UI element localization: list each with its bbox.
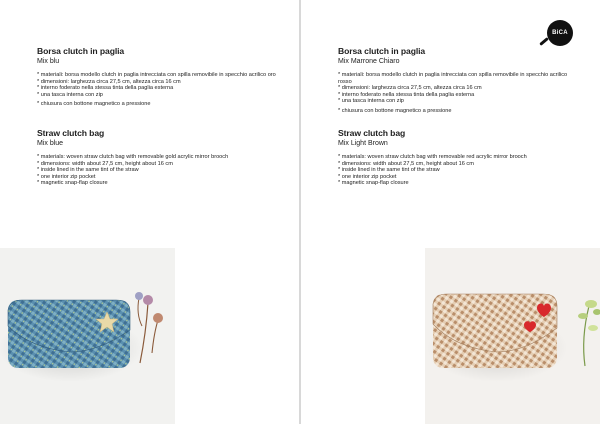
right-it-description	[338, 72, 578, 115]
right-en-description	[338, 154, 578, 187]
right-it-line: * dimensioni: larghezza circa 27,5 cm, altezza circa 16 cm	[338, 85, 482, 92]
right-page	[301, 0, 600, 424]
logo-handle-icon	[539, 37, 549, 46]
right-en-line: * magnetic snap-flap closure	[338, 180, 409, 187]
left-en-title: Straw clutch bag	[37, 128, 105, 138]
left-en-line: * dimensions: width about 27,5 cm, height about 16 cm	[37, 160, 173, 167]
left-en-subtitle: Mix blue	[37, 140, 64, 147]
flower-stem	[138, 298, 142, 326]
dried-flower	[153, 313, 163, 323]
blue-clutch-image	[0, 248, 175, 424]
left-italian-block	[37, 46, 277, 108]
right-en-title: Straw clutch bag	[338, 128, 406, 138]
right-it-title: Borsa clutch in paglia	[338, 46, 426, 56]
left-en-line: * inside lined in the same tint of the straw	[37, 167, 139, 174]
left-it-title: Borsa clutch in paglia	[37, 46, 125, 56]
brown-clutch-photo	[425, 248, 600, 424]
bica-logo: BiCA	[547, 20, 573, 46]
right-en-line: * one interior zip pocket	[338, 173, 397, 180]
right-italian-block	[338, 46, 578, 115]
brown-clutch-image	[425, 248, 600, 424]
left-it-subtitle: Mix blu	[37, 58, 60, 65]
right-it-line: * interno foderato nella stessa tinta della paglia esterna	[338, 91, 475, 98]
left-en-line: * magnetic snap-flap closure	[37, 180, 108, 187]
dried-flower	[135, 292, 143, 300]
left-it-line: * materiali: borsa modello clutch in paglia intrecciata con spilla removibile in specchio acrilico oro	[37, 72, 276, 78]
left-it-line: * interno foderato nella stessa tinta della paglia esterna	[37, 85, 174, 92]
green-leaf	[593, 309, 600, 315]
right-it-line: * materiali: borsa modello clutch in paglia intrecciata con spilla removibile in specchio acrilico rosso	[338, 72, 568, 85]
right-en-subtitle: Mix Light Brown	[338, 140, 388, 147]
dried-flower	[143, 295, 153, 305]
right-en-line: * dimensions: width about 27,5 cm, height about 16 cm	[338, 160, 474, 167]
green-leaf	[585, 300, 597, 308]
flower-stem	[140, 303, 148, 363]
right-it-line: * una tasca interna con zip	[338, 98, 404, 105]
left-en-description	[37, 154, 277, 187]
left-it-line: * chiusura con bottone magnetico a pressione	[37, 101, 151, 108]
left-en-line: * one interior zip pocket	[37, 173, 96, 180]
left-it-line: * una tasca interna con zip	[37, 91, 103, 98]
right-english-block	[338, 128, 578, 187]
right-it-line: * chiusura con bottone magnetico a pressione	[338, 107, 452, 114]
right-en-line: * inside lined in the same tint of the straw	[338, 167, 440, 174]
left-en-line: * materials: woven straw clutch bag with removable gold acrylic mirror brooch	[37, 154, 229, 160]
green-leaf	[578, 313, 588, 319]
flower-stem	[152, 320, 158, 353]
green-leaf	[588, 325, 598, 331]
left-it-line: * dimensioni: larghezza circa 27,5 cm, altezza circa 16 cm	[37, 78, 181, 85]
left-page	[0, 0, 299, 424]
left-english-block	[37, 128, 277, 187]
right-en-line: * materials: woven straw clutch bag with removable red acrylic mirror brooch	[338, 154, 527, 160]
right-it-subtitle: Mix Marrone Chiaro	[338, 58, 400, 65]
left-it-description	[37, 72, 277, 108]
blue-clutch-photo	[0, 248, 175, 424]
